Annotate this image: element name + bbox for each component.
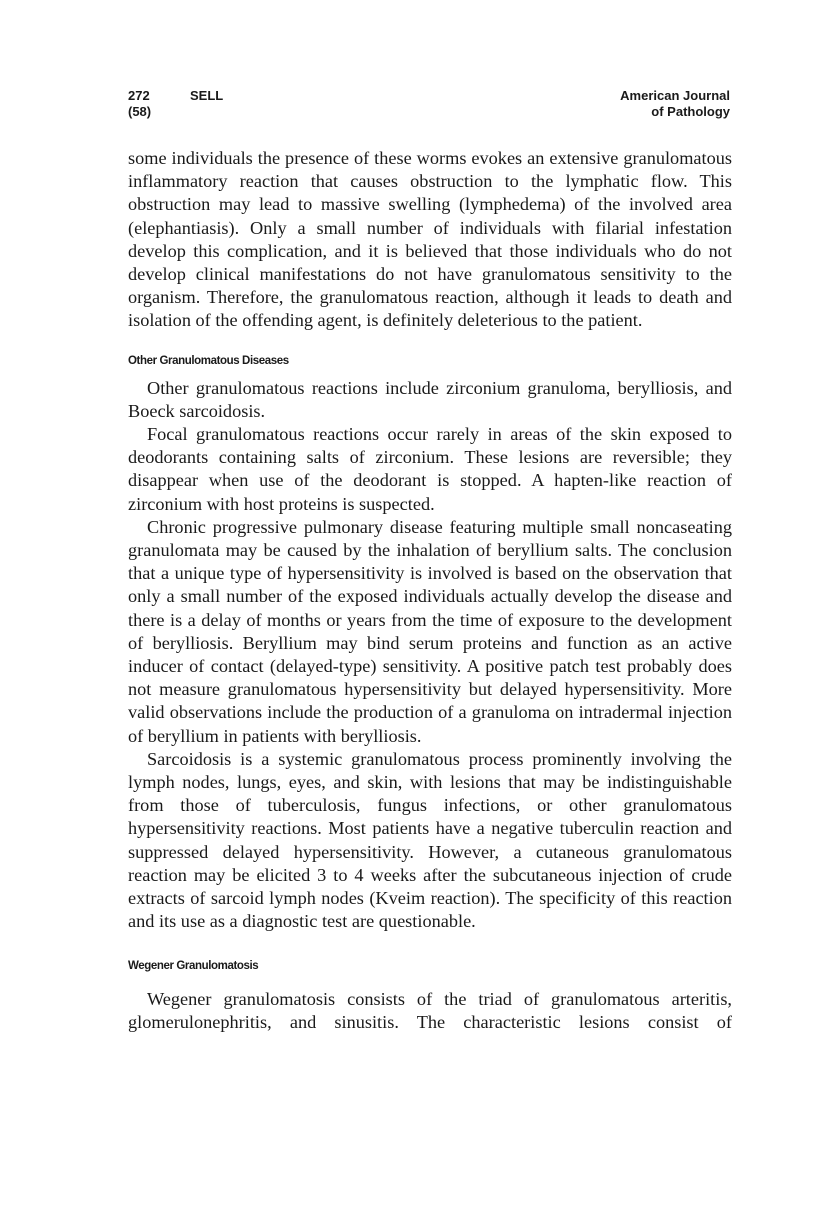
journal-title — [620, 88, 730, 120]
paragraph-other-reactions: Other granulomatous reactions include zirconium granuloma, berylliosis, and Boeck sarcoidosis. — [128, 377, 732, 421]
page-number-block — [128, 88, 151, 120]
paragraph-filarial-continuation: some individuals the presence of these worms evokes an extensive granulomatous inflammatory reaction that causes obstruction to the lymphatic flow. This obstruction may lead to massive swelling (lymphedema) of the involved area (elephantiasis). Only a small number of individuals with filarial infestation develop this complication, and it is believed that those individuals who do not develop clinical manifestations do not have granulomatous sensitivity to the organism. Therefore, the granulomatous reaction, although it leads to death and isolation of the offending agent, is definitely deleterious to the patient. — [128, 148, 732, 331]
running-author: SELL — [190, 88, 224, 103]
journal-title-line2: of Pathology — [651, 104, 730, 119]
paragraph-sarcoidosis: Sarcoidosis is a systemic granulomatous process prominently involving the lymph nodes, lungs, eyes, and skin, with lesions that may be indistinguishable from those of tuberculosis, fungus infections, or other granulomatous hypersensitivity reactions. Most patients have a negative tuberculin reaction and suppressed delayed hypersensitivity. However, a cutaneous granulomatous reaction may be elicited 3 to 4 weeks after the subcutaneous injection of crude extracts of sarcoid lymph nodes (Kveim reaction). The specificity of this reaction and its use as a diagnostic test are questionable. — [128, 748, 732, 932]
article-body — [128, 147, 732, 1034]
section-heading-other-granulomatous-diseases: Other Granulomatous Diseases — [128, 354, 289, 367]
journal-title-line1: American Journal — [620, 88, 730, 103]
paragraph-zirconium: Focal granulomatous reactions occur rarely in areas of the skin exposed to deodorants containing salts of zirconium. These lesions are reversible; they disappear when use of the deodorant is stopped. A hapten-like reaction of zirconium with host proteins is suspected. — [128, 424, 732, 514]
page-number-alt: (58) — [128, 104, 152, 119]
section-heading-wegener-granulomatosis: Wegener Granulomatosis — [128, 959, 259, 972]
paragraph-wegener: Wegener granulomatosis consists of the triad of granulomatous arteritis, glomerulonephritis, and sinusitis. The characteristic lesions consist of — [128, 988, 732, 1032]
page-number: 272 — [128, 88, 150, 103]
paragraph-berylliosis: Chronic progressive pulmonary disease featuring multiple small noncaseating granulomata may be caused by the inhalation of beryllium salts. The conclusion that a unique type of hypersensitivity is involved is based on the observation that only a small number of the exposed individuals actually develop the disease and there is a delay of months or years from the time of exposure to the development of berylliosis. Beryllium may bind serum proteins and function as an active inducer of contact (delayed-type) sensitivity. A positive patch test probably does not measure granulomatous hypersensitivity but delayed hypersensitivity. More valid observations include the production of a granuloma on intradermal injection of beryllium in patients with berylliosis. — [128, 516, 732, 746]
running-head — [128, 88, 730, 124]
